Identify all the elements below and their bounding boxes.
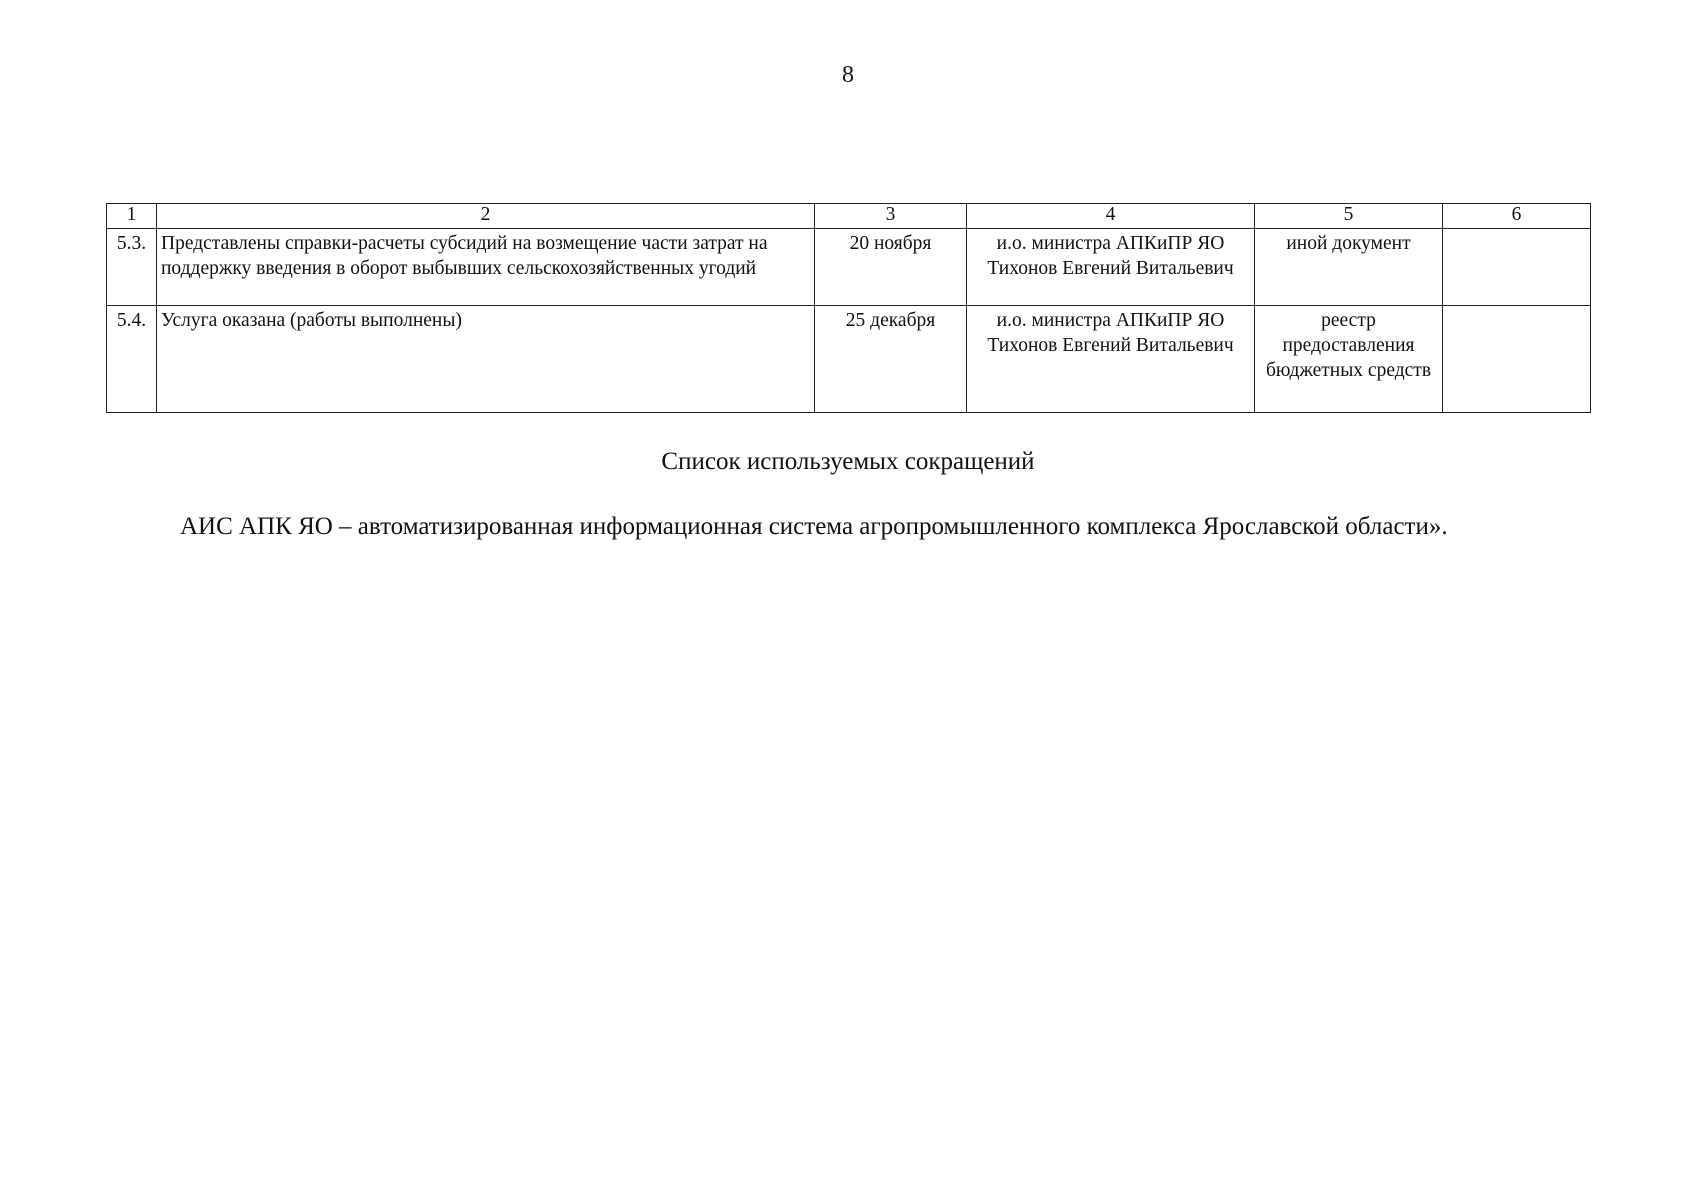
row-document-cell: иной документ xyxy=(1255,229,1443,306)
row-deadline-cell: 25 декабря xyxy=(815,306,967,413)
table-header-cell: 1 xyxy=(107,204,157,229)
row-description-cell: Услуга оказана (работы выполнены) xyxy=(157,306,815,413)
row-note-cell xyxy=(1443,306,1591,413)
row-document-cell: реестр предоставления бюджетных средств xyxy=(1255,306,1443,413)
abbreviation-item xyxy=(108,508,1592,545)
abbreviation-separator: – xyxy=(339,513,352,540)
row-number-cell: 5.4. xyxy=(107,306,157,413)
table-header-cell: 3 xyxy=(815,204,967,229)
abbreviation-term: АИС АПК ЯО xyxy=(180,513,333,540)
row-note-cell xyxy=(1443,229,1591,306)
table-header-cell: 5 xyxy=(1255,204,1443,229)
table-header-cell: 6 xyxy=(1443,204,1591,229)
table-row xyxy=(107,306,1591,413)
row-responsible-cell: и.о. министра АПКиПР ЯО Тихонов Евгений Витальевич xyxy=(967,229,1255,306)
measures-table xyxy=(106,203,1591,413)
table-row xyxy=(107,229,1591,306)
table-header-cell: 4 xyxy=(967,204,1255,229)
row-number-cell: 5.3. xyxy=(107,229,157,306)
row-description-cell: Представлены справки-расчеты субсидий на возмещение части затрат на поддержку введения в оборот выбывших сельскохозяйственных угодий xyxy=(157,229,815,306)
table-header-cell: 2 xyxy=(157,204,815,229)
abbreviation-definition: автоматизированная информационная система агропромышленного комплекса Ярославской области». xyxy=(357,513,1448,540)
abbreviations-title: Список используемых сокращений xyxy=(661,448,1035,475)
row-responsible-cell: и.о. министра АПКиПР ЯО Тихонов Евгений Витальевич xyxy=(967,306,1255,413)
table-header-row xyxy=(107,204,1591,229)
page-number: 8 xyxy=(842,62,854,88)
row-deadline-cell: 20 ноября xyxy=(815,229,967,306)
